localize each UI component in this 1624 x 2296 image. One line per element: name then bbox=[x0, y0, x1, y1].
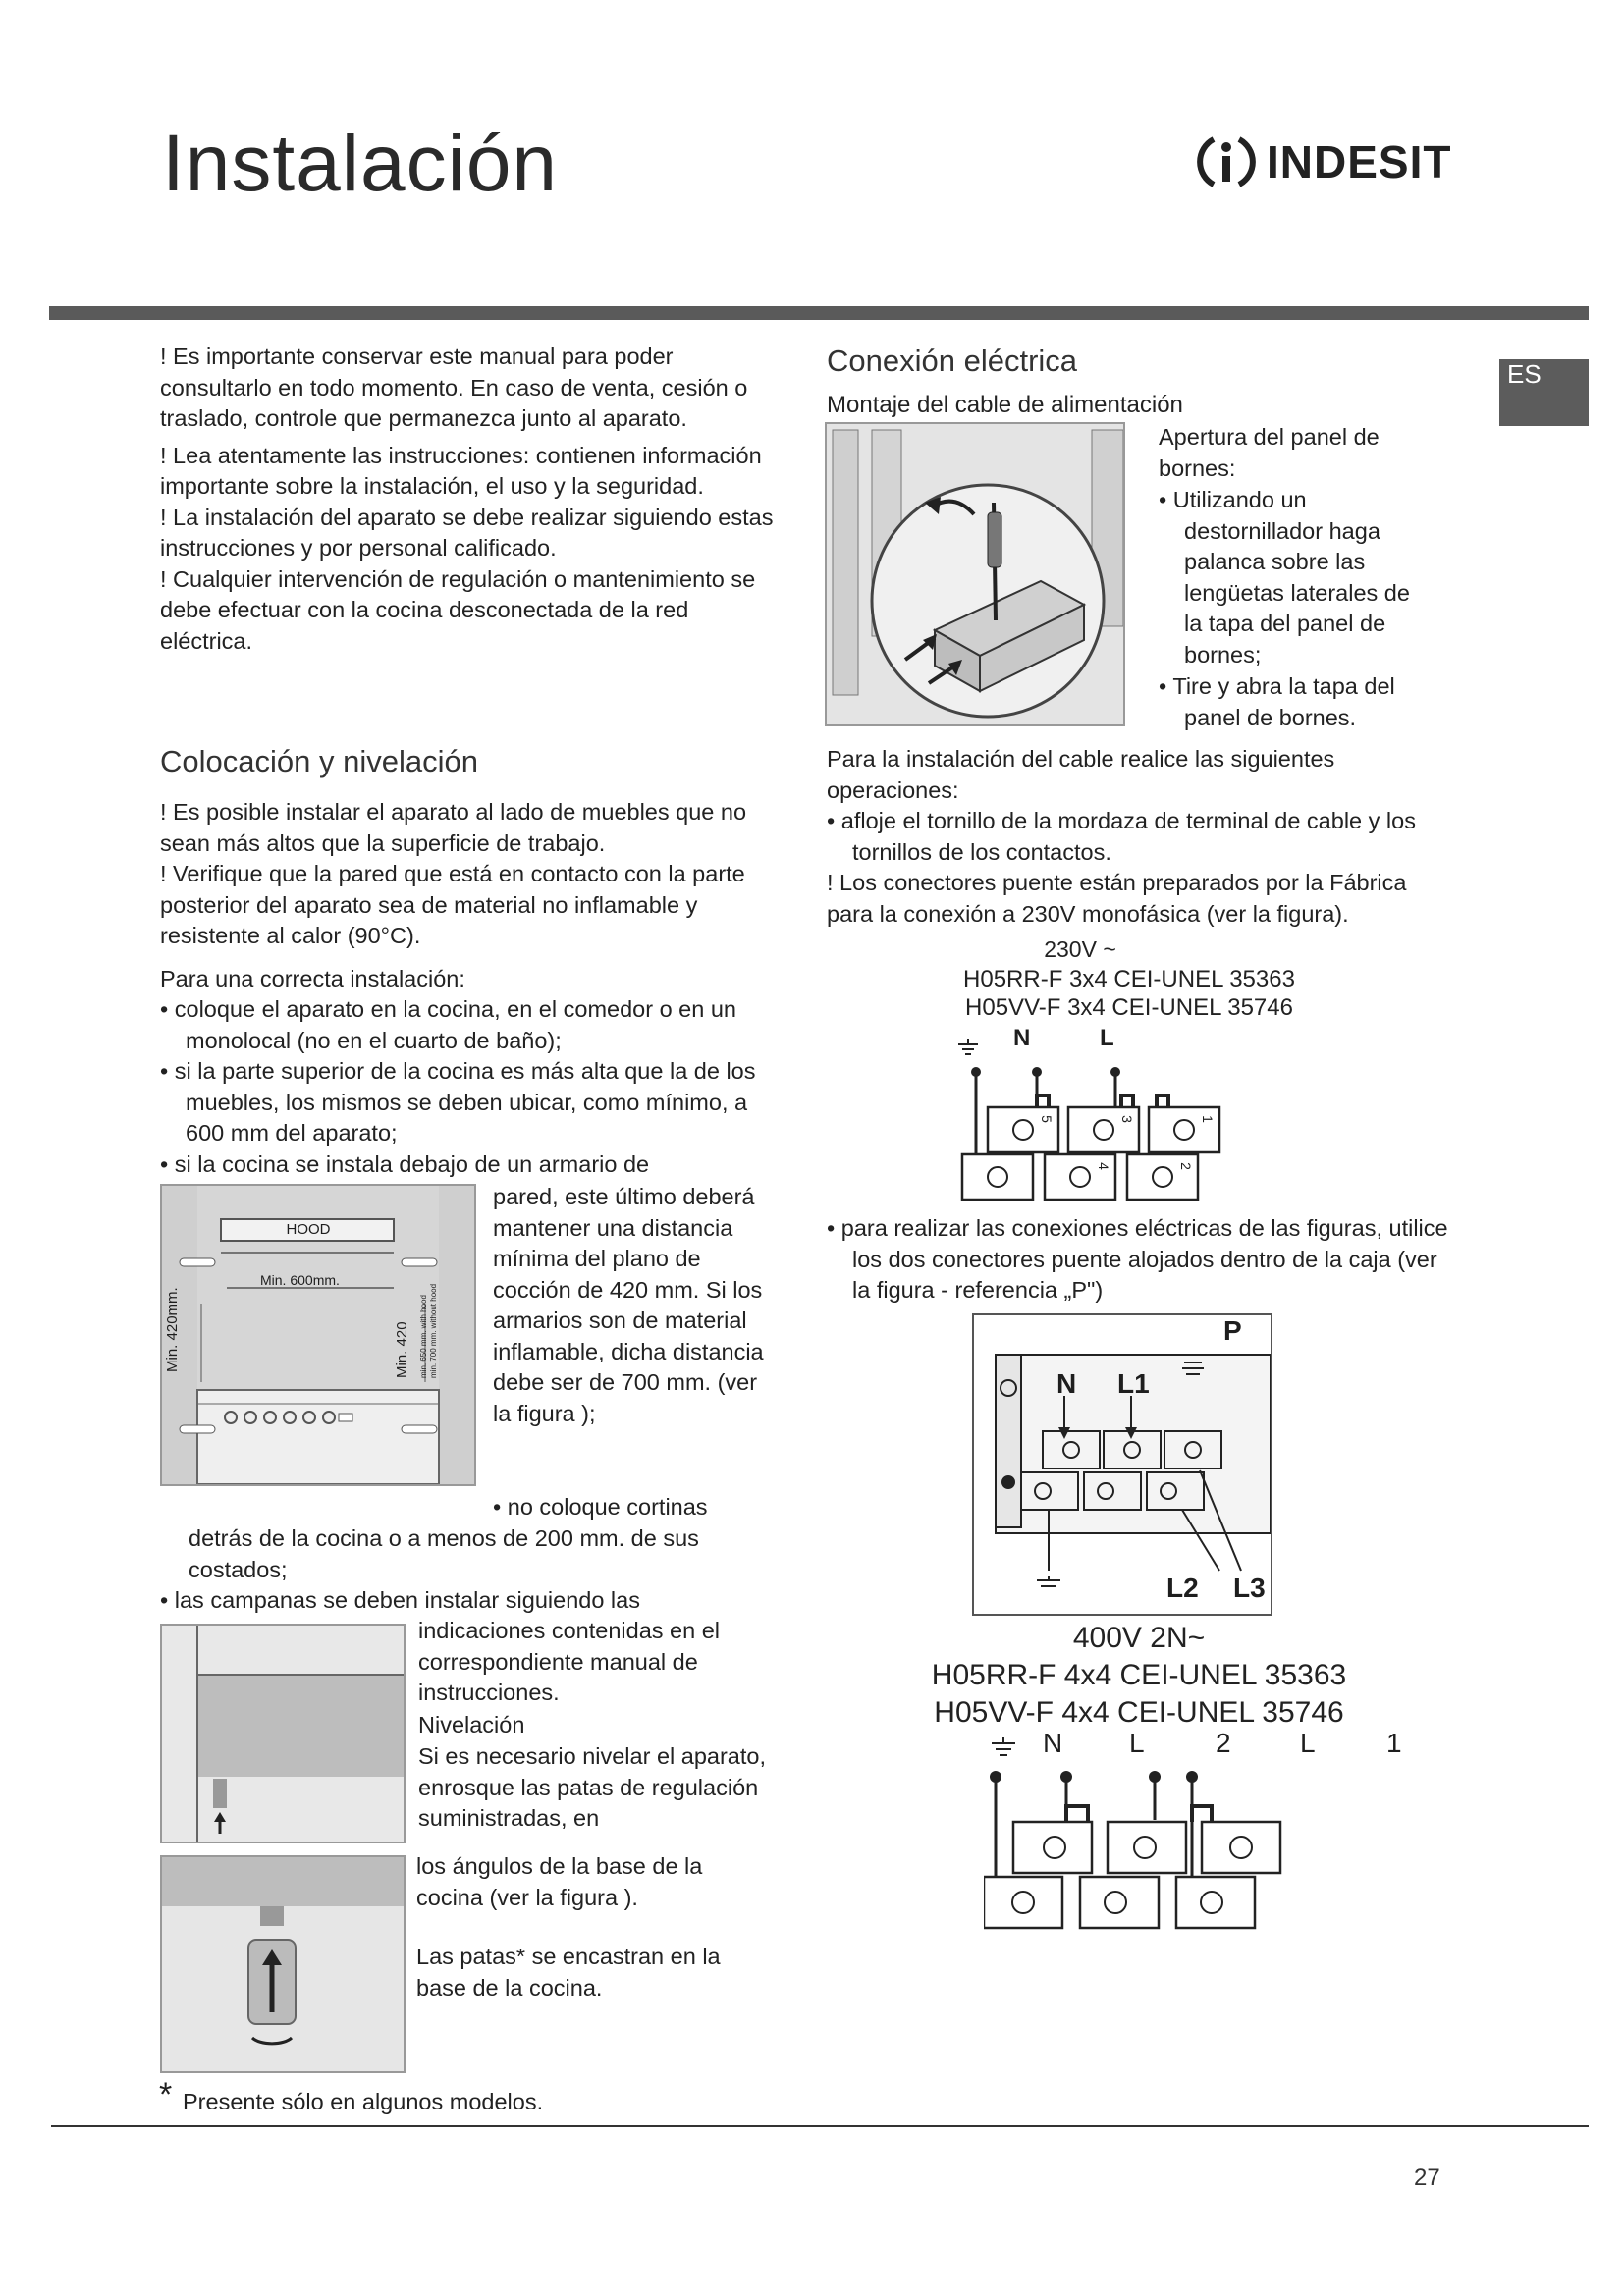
page-number: 27 bbox=[1414, 2164, 1440, 2191]
wire-label-2: 2 bbox=[1216, 1728, 1231, 1758]
warning-text: ! Lea atentamente las instrucciones: contienen información importante sobre la instalación, el uso y la seguridad. bbox=[160, 442, 762, 499]
no-hood-note-label: min. 700 mm. without hood bbox=[429, 1283, 438, 1378]
cable-400-vv: H05VV-F 4x4 CEI-UNEL 35746 bbox=[934, 1696, 1344, 1729]
panel-step: • Utilizando un destornillador haga palanca sobre las lengüetas laterales de la tapa del panel de bornes; bbox=[1159, 487, 1410, 667]
wiring-diagram-400 bbox=[984, 1730, 1396, 1942]
install-text bbox=[827, 744, 1440, 930]
hood-install-figure bbox=[160, 1624, 406, 1843]
placement-heading: Colocación y nivelación bbox=[160, 744, 478, 778]
voltage-400: 400V 2N~ bbox=[1072, 1622, 1206, 1654]
cable-230-rr: H05RR-F 3x4 CEI-UNEL 35363 bbox=[963, 966, 1295, 992]
page-title: Instalación bbox=[162, 119, 559, 208]
brand-name: INDESIT bbox=[1267, 136, 1452, 187]
bullet-5-side-text: indicaciones contenidas en el correspondiente manual de instrucciones. bbox=[418, 1618, 721, 1705]
min-420-right-label: Min. 420 bbox=[394, 1321, 410, 1378]
header-divider bbox=[49, 306, 1589, 320]
box-label-l3: L3 bbox=[1233, 1573, 1266, 1603]
voltage-230: 230V ~ bbox=[1044, 936, 1116, 962]
leveling-text: Si es necesario nivelar el aparato, enrosque las patas de regulación suministradas, en bbox=[418, 1743, 767, 1831]
hood-clearance-figure bbox=[160, 1184, 476, 1486]
placement-warning: ! Es posible instalar el aparato al lado de muebles que no sean más altos que la superficie de trabajo. bbox=[160, 799, 747, 856]
bullet-4-continuation: detrás de la cocina o a menos de 200 mm. de sus costados; bbox=[189, 1525, 699, 1582]
terminal-number: 5 bbox=[1038, 1115, 1055, 1123]
line-label: L bbox=[1100, 1025, 1114, 1051]
bridge-note: ! Los conectores puente están preparados por la Fábrica para la conexión a 230V monofásica (ver la figura). bbox=[827, 870, 1407, 927]
cable-400-rr: H05RR-F 4x4 CEI-UNEL 35363 bbox=[931, 1659, 1347, 1691]
hood-note-label: min. 650 mm. with hood bbox=[419, 1295, 428, 1378]
leveling-continuation: los ángulos de la base de la cocina (ver la figura ). bbox=[416, 1853, 703, 1910]
brand-logo bbox=[1196, 132, 1451, 192]
adjustable-foot-figure bbox=[160, 1855, 406, 2073]
neutral-label: N bbox=[1013, 1025, 1031, 1051]
cable-230-vv: H05VV-F 3x4 CEI-UNEL 35746 bbox=[965, 994, 1293, 1021]
cable-heading: Montaje del cable de alimentación bbox=[827, 392, 1183, 418]
feet-text: Las patas* se encastran en la base de la cocina. bbox=[416, 1944, 721, 2001]
box-label-n: N bbox=[1056, 1368, 1077, 1399]
panel-step: • Tire y abra la tapa del panel de bornes. bbox=[1159, 673, 1395, 730]
bullet-4-side-text: • no coloque cortinas bbox=[493, 1494, 708, 1520]
language-tab: ES bbox=[1499, 359, 1589, 426]
footer-divider bbox=[51, 2125, 1589, 2127]
install-intro: Para la instalación del cable realice las siguientes operaciones: bbox=[827, 746, 1335, 803]
list-item: • si la parte superior de la cocina es más alta que la de los muebles, los mismos se deben ubicar, como mínimo, a 600 mm del aparato; bbox=[160, 1058, 756, 1146]
min-420-left-label: Min. 420mm. bbox=[164, 1287, 181, 1372]
terminal-number: 2 bbox=[1177, 1162, 1194, 1170]
terminal-number: 3 bbox=[1118, 1115, 1135, 1123]
warning-text: ! La instalación del aparato se debe realizar siguiendo estas instrucciones y por personal calificado. bbox=[160, 504, 774, 561]
placement-warning: ! Verifique que la pared que está en contacto con la parte posterior del aparato sea de material no inflamable y resistente al calor (90°C). bbox=[160, 861, 745, 948]
footnote-asterisk: * bbox=[159, 2076, 173, 2113]
terminal-box-figure bbox=[972, 1313, 1272, 1616]
intro-warnings bbox=[160, 342, 774, 657]
wiring-diagram-230 bbox=[952, 1025, 1276, 1211]
box-label-l2: L2 bbox=[1166, 1573, 1199, 1603]
install-step: • afloje el tornillo de la mordaza de terminal de cable y los tornillos de los contactos. bbox=[827, 808, 1416, 865]
warning-text: ! Es importante conservar este manual para poder consultarlo en todo momento. En caso de venta, cesión o traslado, controle que permanezca junto al aparato. bbox=[160, 344, 748, 431]
placement-text bbox=[160, 797, 774, 1180]
wire-label-n: N bbox=[1043, 1728, 1063, 1758]
leveling-heading: Nivelación bbox=[418, 1712, 525, 1737]
list-item: • coloque el aparato en la cocina, en el comedor o en un monolocal (no en el cuarto de baño); bbox=[160, 996, 736, 1053]
min-600-label: Min. 600mm. bbox=[260, 1272, 340, 1288]
connectors-note: • para realizar las conexiones eléctricas de las figuras, utilice los dos conectores puente alojados dentro de la caja (ver la figura - referencia „P") bbox=[827, 1215, 1448, 1303]
electrical-heading: Conexión eléctrica bbox=[827, 344, 1078, 378]
install-intro: Para una correcta instalación: bbox=[160, 965, 465, 991]
terminal-panel-figure bbox=[825, 422, 1125, 726]
list-item: • las campanas se deben instalar siguiendo las bbox=[160, 1587, 640, 1613]
warning-text: ! Cualquier intervención de regulación o mantenimiento se debe efectuar con la cocina desconectada de la red eléctrica. bbox=[160, 565, 756, 654]
bullet-3-side-text: pared, este último deberá mantener una distancia mínima del plano de cocción de 420 mm. Si los armarios son de material inflamable, dicha distancia debe ser de 700 mm. (ver la figura ); bbox=[493, 1184, 764, 1426]
terminal-number: 4 bbox=[1095, 1162, 1111, 1170]
wire-label-l: L bbox=[1129, 1728, 1145, 1758]
terminal-number: 1 bbox=[1199, 1115, 1216, 1123]
hood-label: HOOD bbox=[286, 1221, 331, 1238]
wire-label-l-second: L bbox=[1300, 1728, 1316, 1758]
bridge-ref-p: P bbox=[1223, 1315, 1242, 1346]
footnote: Presente sólo en algunos modelos. bbox=[183, 2089, 544, 2114]
panel-intro: Apertura del panel de bornes: bbox=[1159, 424, 1380, 481]
wire-label-1: 1 bbox=[1386, 1728, 1402, 1758]
indesit-logo-icon bbox=[1196, 132, 1257, 192]
list-item: • si la cocina se instala debajo de un armario de bbox=[160, 1150, 650, 1177]
box-label-l1: L1 bbox=[1117, 1368, 1150, 1399]
